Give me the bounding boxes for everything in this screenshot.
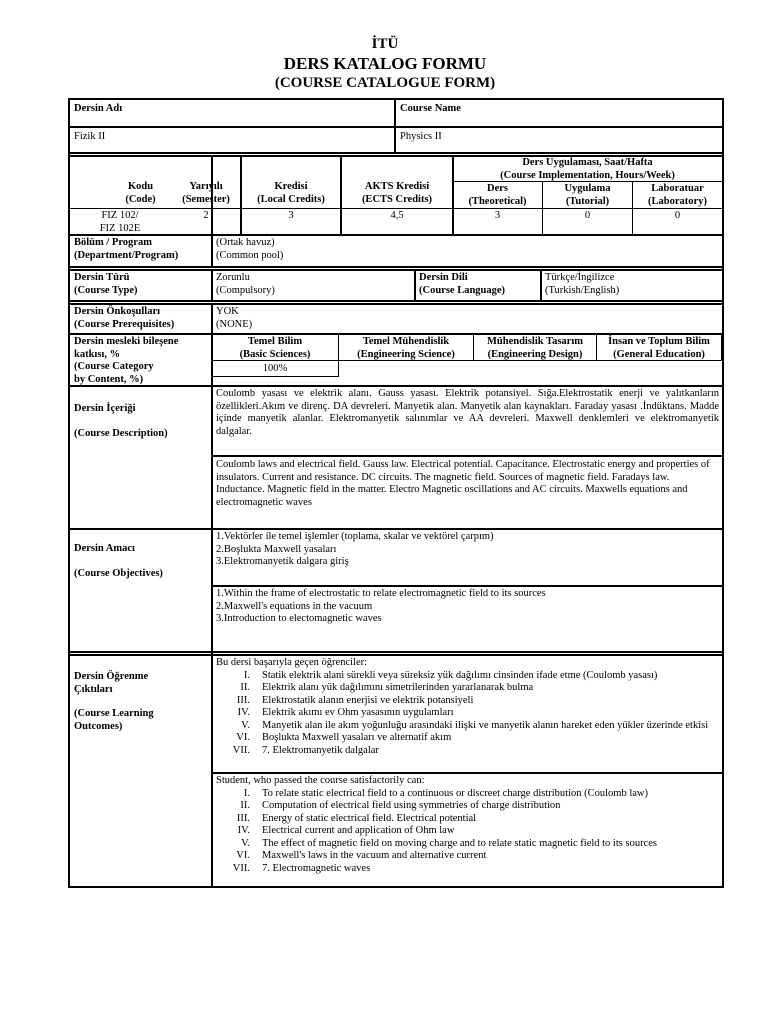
description-en: Coulomb laws and electrical field. Gauss law. Electrical potential. Capacitance. Electrostatic energy and properties of insulators. Current and resistance. DC circuits. The magnetic field. Sources of magnetic field. Faradays law. Inductance. Magnetic field in the matter. Electro Magnetic oscillations and AC circuits. Maxwells equations and electromagnetic waves [216, 459, 710, 508]
local-credits-value: 3 [288, 210, 294, 221]
university-name: İTÜ [371, 36, 399, 52]
course-name-value-en: Physics II [400, 131, 442, 142]
course-name-label-tr: Dersin Adı [74, 103, 123, 114]
prerequisites-label: Dersin Önkoşulları (Course Prerequisites) [74, 306, 175, 330]
department-value: (Ortak havuz) (Common pool) [216, 237, 284, 261]
implementation-label: Ders Uygulaması, Saat/Hafta (Course Implementation, Hours/Week) [500, 157, 675, 181]
basic-sciences-label: Temel Bilim (Basic Sciences) [239, 336, 311, 360]
form-title: DERS KATALOG FORMU [283, 54, 487, 73]
list-item: V. Manyetik alan ile akım yoğunluğu arasındaki ilişki ve manyetik alanın hareket eden yükler üzerinde etkisi [241, 719, 709, 731]
course-name-value-tr: Fizik II [74, 131, 106, 142]
outcomes-label: Dersin Öğrenme Çıktıları (Course Learning Outcomes) [74, 671, 154, 732]
objectives-en: 1.Within the frame of electrostatic to relate electromagnetic field to its sources 2.Maxwell's equations in the vacuum 3.Introduction to electomagnetic waves [216, 588, 546, 624]
list-item: II. Elektrik alanı yük dağılımını simetrilerinden yararlanarak bulma [240, 682, 534, 693]
code-label: Kodu (Code) [125, 181, 156, 205]
engineering-science-label: Temel Mühendislik (Engineering Science) [357, 336, 455, 360]
list-item: IV. Elektrik akımı ev Ohm yasasının uygulamları [237, 707, 454, 718]
list-item: IV. Electrical current and application of Ohm law [237, 825, 455, 836]
semester-value: 2 [203, 210, 209, 221]
tutorial-value: 0 [584, 210, 591, 221]
list-item: III. Elektrostatik alanın enerjisi ve elektrik potansiyeli [236, 694, 474, 706]
description-label: Dersin İçeriği (Course Description) [74, 403, 168, 439]
prerequisites-value: YOK (NONE) [216, 306, 253, 330]
course-type-value: Zorunlu (Compulsory) [216, 272, 275, 296]
theoretical-label: Ders (Theoretical) [468, 183, 527, 207]
engineering-design-label: Mühendislik Tasarım (Engineering Design) [487, 336, 583, 360]
objectives-label: Dersin Amacı (Course Objectives) [74, 543, 163, 579]
course-language-value: Türkçe/İngilizce (Turkish/English) [545, 272, 620, 296]
course-language-label: Dersin Dili (Course Language) [419, 272, 506, 296]
local-credits-label: Kredisi (Local Credits) [257, 181, 325, 205]
department-label: Bölüm / Program (Department/Program) [74, 237, 179, 261]
list-item: VII. 7. Electromagnetic waves [232, 862, 371, 874]
list-item: VII. 7. Elektromanyetik dalgalar [232, 744, 379, 756]
semester-label: Yarıyılı (Semester) [182, 181, 230, 205]
catalogue-form [68, 98, 724, 888]
category-label: Dersin mesleki bileşene katkısı, % (Course Category by Content, %) [74, 336, 179, 385]
list-item: II. Computation of electrical field using symmetries of charge distribution [240, 800, 561, 811]
ects-credits-label: AKTS Kredisi (ECTS Credits) [361, 181, 433, 205]
tutorial-label: Uygulama (Tutorial) [564, 183, 611, 207]
description-tr: Coulomb yasası ve elektrik alanı. Gauss yasası. Elektrik potansiyel. Sığa.Elektrostatik enerji ve yalıtkanların özellikleri.Akım ve direnç. DA devreleri. Manyetik alan. Manyetik alan kaynakları. Faraday yasası .İndüktans. Madde içinde manyetik alanlar. Elektromanyetik salınımlar ve AA devreleri. Maxwell denklemleri ve elektromanyetik dalgalar. [216, 388, 719, 437]
list-item: V. The effect of magnetic field on moving charge and to relate static magnetic field to its sources [241, 837, 657, 849]
general-education-label: İnsan ve Toplum Bilim (General Education) [608, 336, 710, 360]
form-subtitle: (COURSE CATALOGUE FORM) [274, 75, 496, 91]
outcomes-intro-tr: Bu dersi başarıyla geçen öğrenciler: [216, 657, 368, 668]
course-name-label-en: Course Name [400, 103, 461, 114]
list-item: I. Statik elektrik alani sürekli veya süreksiz yük dağılımı cinsinden ifade etme (Coulomb yasası) [243, 669, 658, 681]
outcomes-tr [216, 657, 719, 757]
laboratory-value: 0 [674, 210, 681, 221]
outcomes-intro-en: Student, who passed the course satisfactorily can: [216, 775, 425, 786]
laboratory-label: Laboratuar (Laboratory) [648, 183, 707, 207]
basic-sciences-value: 100% [262, 363, 288, 374]
course-type-label: Dersin Türü (Course Type) [74, 272, 138, 296]
outcomes-en [216, 775, 719, 875]
list-item: VI. Boşlukta Maxwell yasaları ve alternatif akım [236, 732, 452, 743]
code-value: FIZ 102/ FIZ 102E [99, 210, 141, 234]
ects-credits-value: 4,5 [390, 210, 404, 221]
list-item: III. Energy of static electrical field. Electrical potential [236, 812, 477, 824]
list-item: VI. Maxwell's laws in the vacuum and alternative current [236, 850, 487, 861]
theoretical-value: 3 [494, 210, 501, 221]
list-item: I. To relate static electrical field to a continuous or discreet charge distribution (Coulomb law) [243, 787, 648, 799]
objectives-tr: 1.Vektörler ile temel işlemler (toplama, skalar ve vektörel çarpım) 2.Boşlukta Maxwell yasaları 3.Elektromanyetik dalgara giriş [216, 531, 494, 567]
